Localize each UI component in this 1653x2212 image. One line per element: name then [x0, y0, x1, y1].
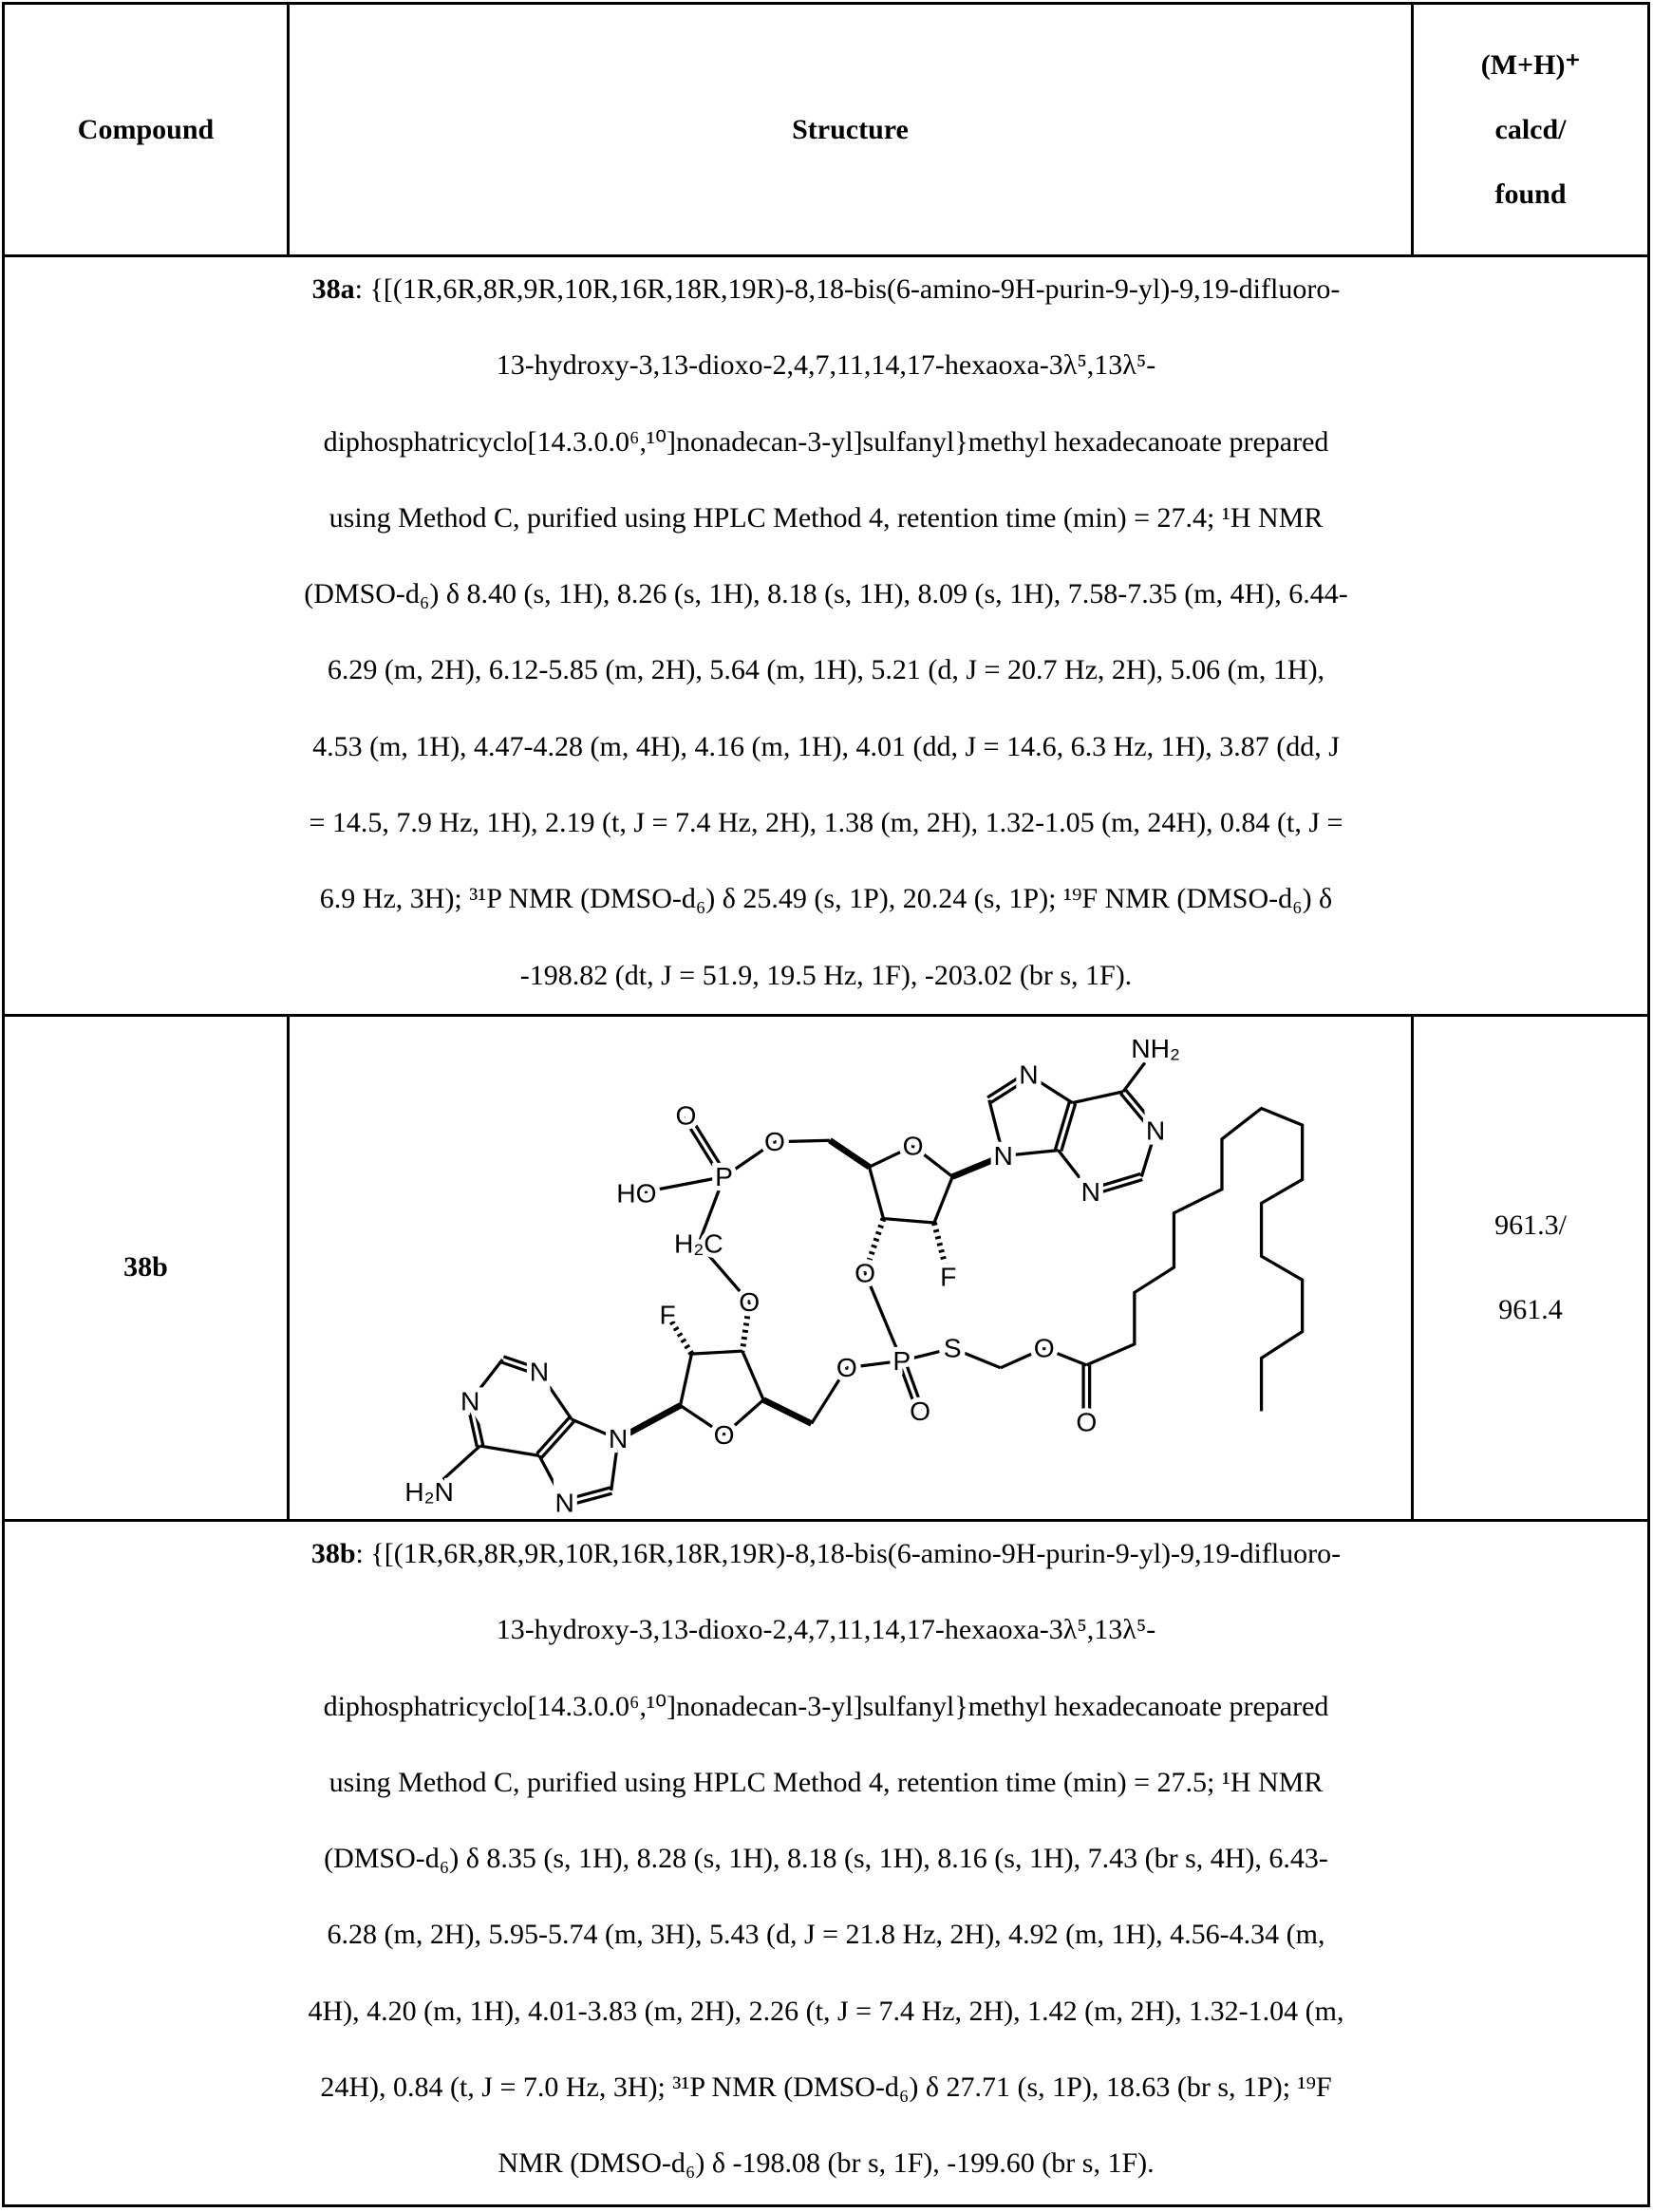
bond: [830, 1141, 870, 1168]
bond: [536, 1417, 569, 1453]
header-structure: Structure: [289, 4, 1413, 256]
atom-label: O: [714, 1420, 735, 1450]
description-line: 4H), 4.20 (m, 1H), 4.01-3.83 (m, 2H), 2.26 (t, J = 7.4 Hz, 2H), 1.42 (m, 2H), 1.32-1.04 (m,: [5, 1974, 1647, 2050]
bond: [681, 1355, 692, 1406]
description-line: [5, 1516, 1647, 1592]
compound-label: 38b: [311, 1538, 356, 1569]
atom-label: S: [944, 1334, 962, 1363]
bond: [763, 1400, 812, 1424]
compound-table: [2, 2, 1650, 2207]
header-mass-line: found: [1414, 162, 1647, 227]
atom-label: N: [609, 1425, 628, 1454]
description-line: -198.82 (dt, J = 51.9, 19.5 Hz, 1F), -203.02 (br s, 1F).: [5, 938, 1647, 1014]
description-line: diphosphatricyclo[14.3.0.0⁶,¹⁰]nonadecan-3-yl]sulfanyl}methyl hexadecanoate prepared: [5, 404, 1647, 480]
atom-label: O: [836, 1354, 857, 1383]
atom-label: P: [892, 1346, 911, 1376]
bond: [1072, 1092, 1122, 1103]
description-line: (DMSO-d₆) δ 8.35 (s, 1H), 8.28 (s, 1H), 8.18 (s, 1H), 8.16 (s, 1H), 7.43 (br s, 4H), 6.43-: [5, 1821, 1647, 1897]
atom-label: O: [764, 1128, 785, 1157]
description-line: 6.28 (m, 2H), 5.95-5.74 (m, 3H), 5.43 (d, J = 21.8 Hz, 2H), 4.92 (m, 1H), 4.56-4.34 (m,: [5, 1897, 1647, 1973]
mass-found: 961.4: [1414, 1267, 1647, 1352]
description-38b: [4, 1520, 1649, 2205]
atom-label: N: [994, 1142, 1013, 1172]
description-row-38a: [4, 256, 1649, 1016]
description-line: [5, 252, 1647, 328]
mass-calcd: 961.3/: [1414, 1183, 1647, 1267]
description-line: = 14.5, 7.9 Hz, 1H), 2.19 (t, J = 7.4 Hz, 2H), 1.38 (m, 2H), 1.32-1.05 (m, 24H), 0.84 (t, J =: [5, 785, 1647, 861]
bond: [742, 1352, 763, 1400]
mass-38b: [1413, 1015, 1649, 1520]
header-mass: [1413, 4, 1649, 256]
description-line: NMR (DMSO-d₆) δ -198.08 (br s, 1F), -199.60 (br s, 1F).: [5, 2126, 1647, 2202]
description-line: using Method C, purified using HPLC Method 4, retention time (min) = 27.5; ¹H NMR: [5, 1745, 1647, 1821]
atom-label: N: [460, 1387, 479, 1416]
compound-label: 38a: [312, 273, 355, 305]
description-line: using Method C, purified using HPLC Method 4, retention time (min) = 27.4; ¹H NMR: [5, 480, 1647, 556]
header-mass-line: (M+H)⁺: [1414, 33, 1647, 98]
atom-label: N: [530, 1358, 549, 1387]
molecule-structure: [290, 1018, 1414, 1517]
atom-label: O: [1034, 1334, 1055, 1363]
atom-label: NH₂: [1131, 1034, 1180, 1063]
header-row: [4, 4, 1649, 256]
structure-drawing-38b: [289, 1015, 1413, 1520]
description-38a: [4, 256, 1649, 1016]
description-line: (DMSO-d₆) δ 8.40 (s, 1H), 8.26 (s, 1H), 8.18 (s, 1H), 8.09 (s, 1H), 7.58-7.35 (m, 4H), 6.44-: [5, 556, 1647, 632]
bond: [870, 1168, 884, 1219]
atom-label: N: [1019, 1060, 1038, 1090]
atom-label: N: [554, 1489, 573, 1517]
description-line: diphosphatricyclo[14.3.0.0⁶,¹⁰]nonadecan-3-yl]sulfanyl}methyl hexadecanoate prepared: [5, 1669, 1647, 1745]
atom-label: O: [910, 1397, 930, 1426]
description-line: 4.53 (m, 1H), 4.47-4.28 (m, 4H), 4.16 (m, 1H), 4.01 (dd, J = 14.6, 6.3 Hz, 1H), 3.87 (dd, J: [5, 709, 1647, 785]
atom-label: P: [715, 1163, 733, 1192]
header-compound: Compound: [4, 4, 289, 256]
bond: [480, 1447, 539, 1456]
description-line: 6.29 (m, 2H), 6.12-5.85 (m, 2H), 5.64 (m, 1H), 5.21 (d, J = 20.7 Hz, 2H), 5.06 (m, 1H),: [5, 632, 1647, 708]
description-text: : {[(1R,6R,8R,9R,10R,16R,18R,19R)-8,18-bis(6-amino-9H-purin-9-yl)-9,19-difluoro-: [356, 1538, 1342, 1569]
bond: [691, 1352, 742, 1355]
atom-label: N: [1081, 1178, 1100, 1208]
atom-label: N: [1146, 1116, 1165, 1146]
bond: [934, 1177, 952, 1223]
atom-label: O: [1076, 1408, 1097, 1437]
structure-row-38b: [4, 1015, 1649, 1520]
description-row-38b: [4, 1520, 1649, 2205]
hexadecanoyl-chain: [1086, 1109, 1302, 1412]
description-line: 13-hydroxy-3,13-dioxo-2,4,7,11,14,17-hexaoxa-3λ⁵,13λ⁵-: [5, 1592, 1647, 1668]
atom-label: HO: [616, 1179, 656, 1209]
atom-label: O: [675, 1101, 696, 1131]
description-line: 13-hydroxy-3,13-dioxo-2,4,7,11,14,17-hexaoxa-3λ⁵,13λ⁵-: [5, 328, 1647, 403]
description-line: 24H), 0.84 (t, J = 7.0 Hz, 3H); ³¹P NMR (DMSO-d₆) δ 27.71 (s, 1P), 18.63 (br s, 1P); ¹⁹F: [5, 2050, 1647, 2126]
bond: [883, 1219, 933, 1223]
bond: [541, 1422, 573, 1458]
atom-label: O: [739, 1288, 760, 1318]
header-mass-line: calcd/: [1414, 98, 1647, 162]
atom-label: H₂N: [404, 1478, 454, 1508]
atom-label: O: [903, 1132, 924, 1161]
atom-label: F: [940, 1263, 956, 1292]
atom-label: O: [855, 1259, 875, 1288]
description-line: 6.9 Hz, 3H); ³¹P NMR (DMSO-d₆) δ 25.49 (s, 1P), 20.24 (s, 1P); ¹⁹F NMR (DMSO-d₆) δ: [5, 861, 1647, 937]
atom-label: F: [660, 1301, 676, 1330]
compound-label-38b: 38b: [4, 1015, 289, 1520]
description-text: : {[(1R,6R,8R,9R,10R,16R,18R,19R)-8,18-bis(6-amino-9H-purin-9-yl)-9,19-difluoro-: [355, 273, 1341, 305]
atom-label: H₂C: [674, 1229, 723, 1259]
